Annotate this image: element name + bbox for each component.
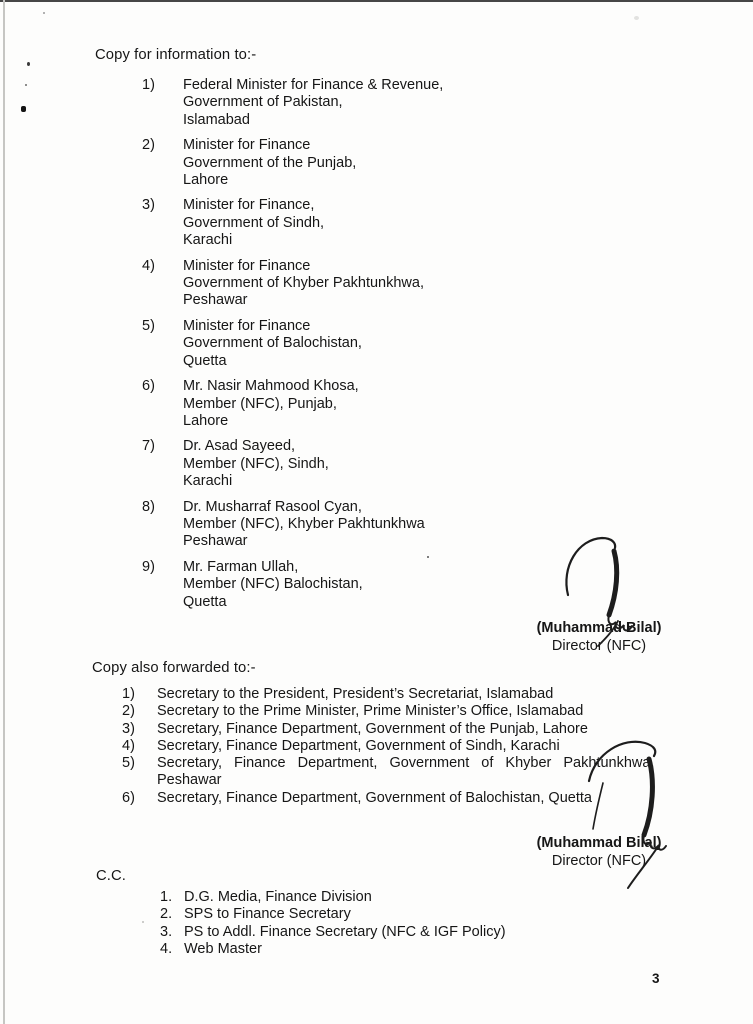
- list-item: [122, 686, 698, 703]
- item-number: 2.: [160, 906, 173, 923]
- list-item: [142, 77, 572, 129]
- list-item: [160, 906, 580, 923]
- item-text: [157, 738, 560, 755]
- cc-list: [160, 889, 580, 958]
- item-number: 1.: [160, 889, 173, 905]
- item-line: Minister for Finance: [183, 317, 311, 334]
- item-number: 2): [122, 703, 135, 720]
- item-text: [157, 755, 654, 790]
- item-line: Government of Khyber Pakhtunkhwa,: [183, 275, 424, 292]
- item-number: 5): [122, 755, 135, 772]
- forwarded-section-heading: Copy also forwarded to:-: [92, 660, 256, 676]
- item-line: Minister for Finance: [183, 257, 311, 274]
- item-text: [157, 721, 588, 738]
- item-line: Government of the Punjab,: [183, 154, 357, 171]
- list-item: [142, 559, 572, 611]
- item-line: Karachi: [183, 232, 233, 249]
- signatory-name: (Muhammad Bilal): [536, 620, 662, 636]
- item-line: Secretary, Finance Department, Government of Khyber Pakhtunkhwa,: [157, 755, 655, 772]
- item-line: Member (NFC), Khyber Pakhtunkhwa: [183, 515, 425, 532]
- item-line: Peshawar: [157, 772, 222, 789]
- item-text: [183, 438, 329, 490]
- signatory-name: (Muhammad Bilal): [536, 835, 662, 851]
- item-number: 9): [142, 558, 155, 575]
- info-section-heading: Copy for information to:-: [95, 47, 257, 63]
- item-text: [183, 197, 324, 249]
- item-line: Member (NFC) Balochistan,: [183, 576, 363, 593]
- item-text: [183, 77, 443, 129]
- item-text: [157, 703, 583, 720]
- list-item: [142, 318, 572, 370]
- item-text: [183, 137, 356, 189]
- item-line: Quetta: [183, 593, 227, 610]
- list-item: [142, 438, 572, 490]
- signature-scribble: [585, 735, 680, 893]
- info-recipient-list: [142, 77, 572, 619]
- item-line: Minister for Finance,: [183, 197, 315, 214]
- item-text: [183, 258, 424, 310]
- item-text: [183, 318, 362, 370]
- item-text: [183, 378, 359, 430]
- item-line: Secretary, Finance Department, Government of the Punjab, Lahore: [157, 720, 588, 737]
- item-line: Quetta: [183, 352, 227, 369]
- item-number: 4): [122, 737, 135, 754]
- item-text: [183, 499, 425, 551]
- page-number: 3: [652, 971, 660, 986]
- list-item: [122, 703, 698, 720]
- item-text: [157, 686, 553, 703]
- list-item: [160, 924, 580, 941]
- item-line: Mr. Nasir Mahmood Khosa,: [183, 378, 359, 395]
- scan-speckle: [43, 12, 45, 14]
- list-item: [160, 941, 580, 958]
- item-number: 7): [142, 438, 155, 455]
- scan-left-edge: [3, 0, 5, 1024]
- item-line: Secretary, Finance Department, Government of Sindh, Karachi: [157, 737, 560, 754]
- item-line: Member (NFC), Punjab,: [183, 395, 337, 412]
- item-number: 3.: [160, 923, 173, 940]
- scan-speckle: [142, 921, 144, 923]
- item-line: Federal Minister for Finance & Revenue,: [183, 77, 444, 93]
- scan-top-edge: [0, 0, 753, 2]
- item-line: Minister for Finance: [183, 137, 311, 154]
- list-item: [142, 197, 572, 249]
- item-line: Government of Sindh,: [183, 214, 325, 231]
- scan-speckle: [25, 84, 27, 86]
- signatory-title: Director (NFC): [551, 852, 647, 869]
- item-text: [183, 559, 363, 611]
- item-line: Lahore: [183, 172, 229, 189]
- item-number: 5): [142, 317, 155, 334]
- scan-speckle: [634, 16, 639, 20]
- item-text: D.G. Media, Finance Division: [184, 889, 372, 905]
- item-number: 6): [122, 789, 135, 806]
- item-line: Secretary to the Prime Minister, Prime Minister’s Office, Islamabad: [157, 703, 584, 720]
- signatory-title: Director (NFC): [551, 637, 647, 654]
- item-line: Karachi: [183, 473, 233, 490]
- item-line: Mr. Farman Ullah,: [183, 558, 299, 575]
- cc-section-heading: C.C.: [96, 868, 126, 884]
- list-item: [142, 378, 572, 430]
- item-text: [157, 790, 592, 807]
- item-text: SPS to Finance Secretary: [184, 906, 351, 923]
- list-item: [142, 499, 572, 551]
- item-line: Secretary, Finance Department, Government of Balochistan, Quetta: [157, 789, 592, 806]
- list-item: [142, 137, 572, 189]
- item-line: Secretary to the President, President’s Secretariat, Islamabad: [157, 686, 554, 702]
- item-line: Peshawar: [183, 533, 248, 550]
- item-line: Government of Balochistan,: [183, 335, 362, 352]
- item-line: Government of Pakistan,: [183, 94, 343, 111]
- item-line: Member (NFC), Sindh,: [183, 455, 329, 472]
- signature-scribble: [558, 531, 653, 651]
- scan-speckle: [21, 106, 26, 112]
- scan-speckle: [27, 62, 30, 66]
- item-line: Dr. Asad Sayeed,: [183, 438, 296, 455]
- item-number: 4.: [160, 940, 173, 957]
- item-line: Dr. Musharraf Rasool Cyan,: [183, 498, 362, 515]
- item-number: 3): [142, 197, 155, 214]
- item-number: 1): [122, 686, 135, 702]
- item-number: 8): [142, 498, 155, 515]
- list-item: [142, 258, 572, 310]
- item-number: 1): [142, 77, 155, 93]
- item-text: PS to Addl. Finance Secretary (NFC & IGF Policy): [184, 923, 506, 940]
- item-number: 6): [142, 378, 155, 395]
- item-number: 4): [142, 257, 155, 274]
- item-line: Peshawar: [183, 292, 248, 309]
- item-line: Lahore: [183, 412, 229, 429]
- item-number: 3): [122, 720, 135, 737]
- item-text: Web Master: [184, 940, 262, 957]
- list-item: [160, 889, 580, 906]
- item-line: Islamabad: [183, 111, 250, 128]
- item-number: 2): [142, 137, 155, 154]
